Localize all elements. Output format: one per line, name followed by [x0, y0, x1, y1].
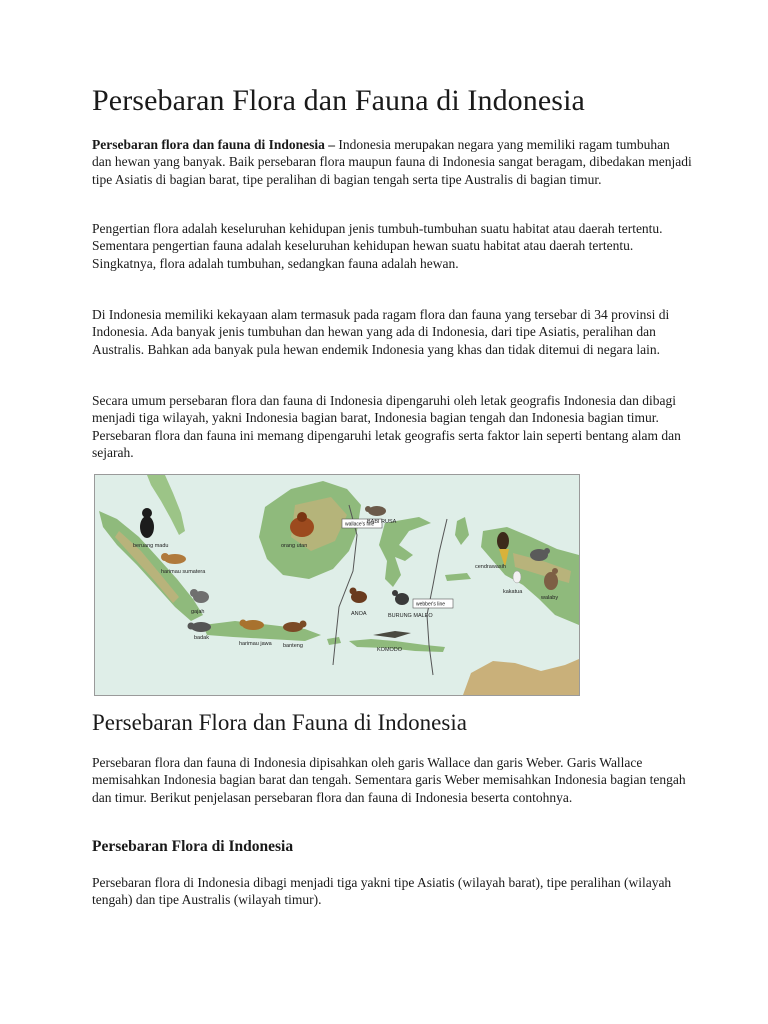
paragraph-geography: Secara umum persebaran flora dan fauna di Indonesia dipengaruhi oleh letak geografis Indonesia dan dibagi menjadi tiga wilayah, yakni Indonesia bagian barat, Indonesia bagian tengah dan Indonesia bagian timur. Persebaran flora dan fauna ini memang dipengaruhi letak geografis serta faktor lain seperti bentang alam dan sejarah.	[92, 393, 681, 461]
label-harimau-sumatera: harimau sumatera	[161, 569, 206, 575]
beruang-madu-icon	[140, 508, 154, 538]
paragraph-flora-distribution: Persebaran flora di Indonesia dibagi menjadi tiga yakni tipe Asiatis (wilayah barat), tipe peralihan (wilayah tengah) dan tipe Australis (wilayah timur).	[92, 875, 672, 908]
kakatua-icon	[513, 571, 521, 583]
label-cendrawasih: cendrawasih	[475, 564, 506, 570]
intro-text: Indonesia merupakan negara yang memiliki ragam tumbuhan dan hewan yang banyak. Baik persebaran flora maupun fauna di Indonesia sangat beragam, dibedakan menjadi tipe Asiatis di bagian barat, tipe peralihan di bagian tengah serta tipe Australis di bagian timur.	[92, 137, 692, 187]
intro-paragraph	[92, 136, 692, 188]
wallace-line-label: wallace's line	[345, 521, 375, 528]
label-babi-rusa: BABI RUSA	[367, 519, 397, 525]
label-gajah: gajah	[191, 609, 205, 615]
label-burung-maleo: BURUNG MALEO	[388, 613, 433, 619]
section-heading-distribution: Persebaran Flora dan Fauna di Indonesia	[92, 710, 467, 735]
label-komodo: KOMODO	[377, 647, 403, 653]
paragraph-wallace-weber: Persebaran flora dan fauna di Indonesia dipisahkan oleh garis Wallace dan garis Weber. Garis Wallace memisahkan Indonesia bagian barat dan tengah. Sementara garis Weber memisahkan Indonesia bagian tengah dan timur. Berikut penjelasan persebaran flora dan fauna di Indonesia beserta contohnya.	[92, 755, 686, 805]
label-banteng: banteng	[283, 643, 303, 649]
label-badak: badak	[194, 635, 209, 641]
indonesia-fauna-map	[94, 474, 580, 696]
intro-lead: Persebaran flora dan fauna di Indonesia –	[92, 137, 336, 152]
paragraph-biodiversity: Di Indonesia memiliki kekayaan alam termasuk pada ragam flora dan fauna yang tersebar di 34 provinsi di Indonesia. Ada banyak jenis tumbuhan dan hewan yang ada di Indonesia, dari tipe Asiatis, peralihan dan Australis. Bahkan ada banyak pula hewan endemik Indonesia yang khas dan tidak ditemui di negara lain.	[92, 307, 670, 357]
label-harimau-jawa: harimau jawa	[239, 641, 272, 647]
paragraph-flora-fauna-definition: Pengertian flora adalah keseluruhan kehidupan jenis tumbuh-tumbuhan suatu habitat atau daerah tertentu. Sementara pengertian fauna adalah keseluruhan kehidupan hewan suatu habitat atau daerah tertentu. Singkatnya, flora adalah tumbuhan, sedangkan fauna adalah hewan.	[92, 221, 663, 271]
label-beruang-madu: beruang madu	[133, 543, 169, 549]
label-anoa: ANOA	[351, 611, 367, 617]
label-kakatua: kakatua	[503, 589, 523, 595]
page-title: Persebaran Flora dan Fauna di Indonesia	[92, 84, 585, 117]
label-walaby: walaby	[541, 595, 559, 601]
section-heading-flora: Persebaran Flora di Indonesia	[92, 838, 294, 855]
weber-line-label: webber's line	[416, 601, 446, 608]
label-orang-utan: orang utan	[281, 543, 308, 549]
